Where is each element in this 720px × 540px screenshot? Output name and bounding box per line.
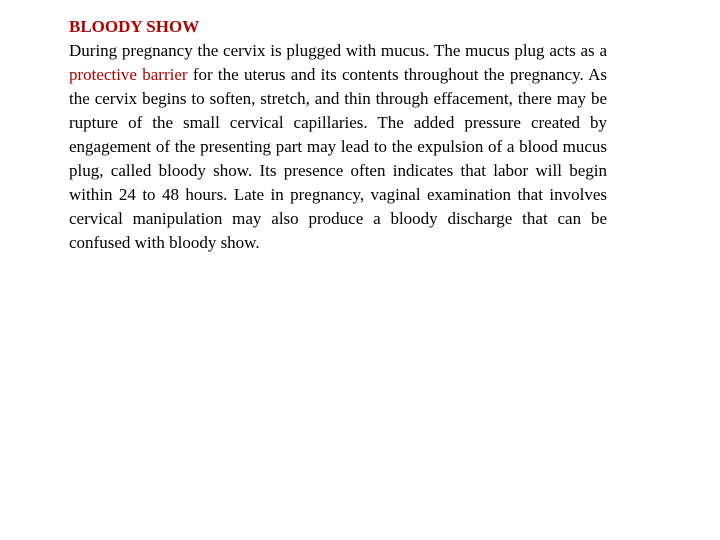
body-text-before: During pregnancy the cervix is plugged with mucus. The mucus plug acts as a (69, 41, 607, 60)
slide-heading: BLOODY SHOW (69, 17, 200, 36)
slide-body-paragraph (69, 39, 607, 255)
highlighted-term: protective barrier (69, 65, 188, 84)
body-text-after: for the uterus and its contents throughout the pregnancy. As the cervix begins to soften, stretch, and thin through effacement, there may be rupture of the small cervical capillaries. The added pressure created by engagement of the presenting part may lead to the expulsion of a blood mucus plug, called bloody show. Its presence often indicates that labor will begin within 24 to 48 hours. Late in pregnancy, vaginal examination that involves cervical manipulation may also produce a bloody discharge that can be confused with bloody show. (69, 65, 608, 252)
text-block (69, 15, 607, 255)
